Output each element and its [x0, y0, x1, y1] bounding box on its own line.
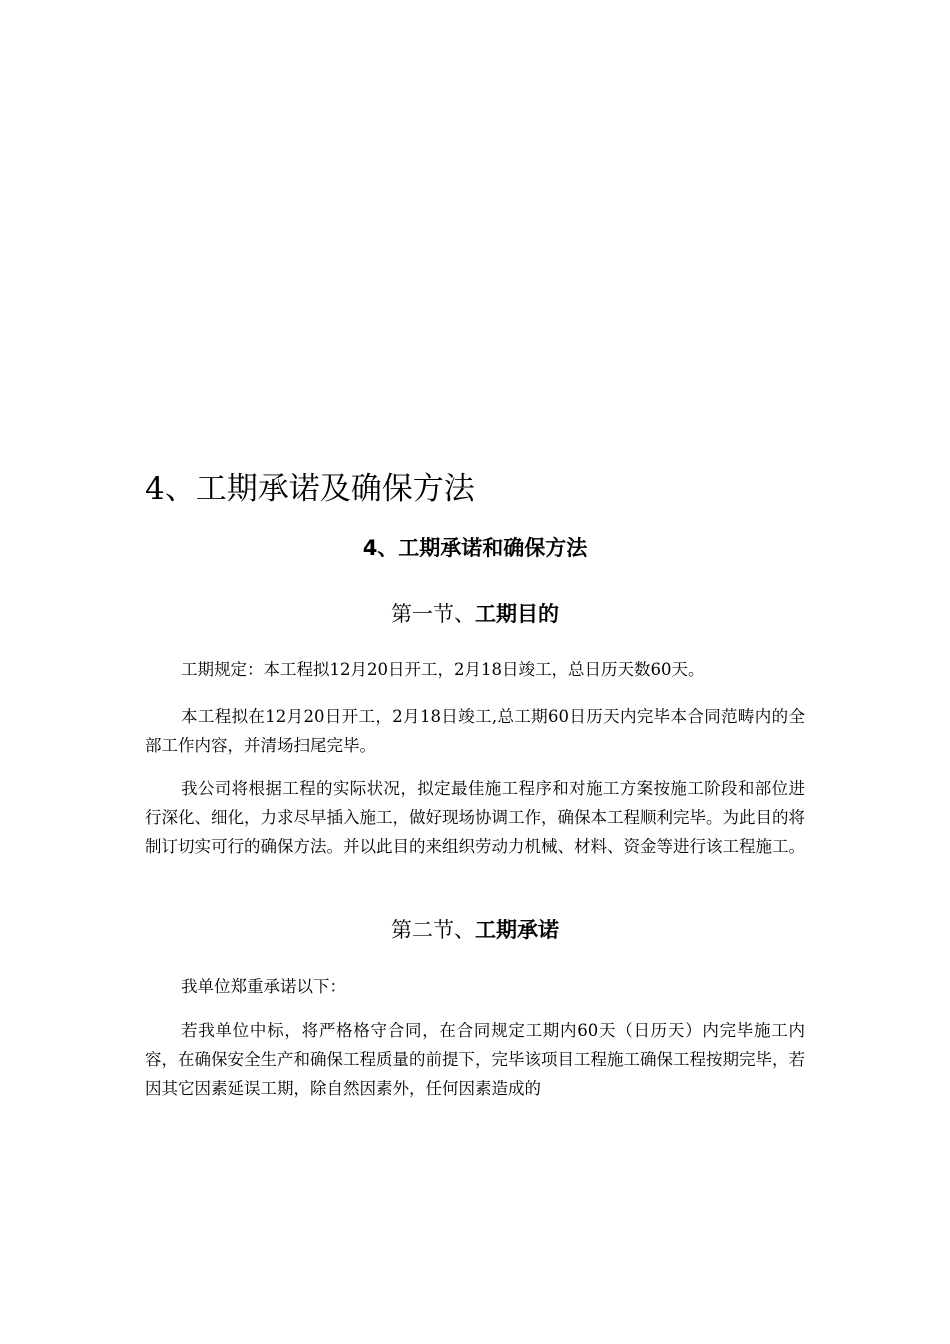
section-heading-2	[0, 914, 950, 946]
section-heading-prefix: 第二节、	[391, 918, 475, 942]
paragraph: 本工程拟在12月20日开工，2月18日竣工,总工期60日历天内完毕本合同范畴内的全部工作内容，并清场扫尾完毕。	[145, 707, 805, 755]
section-heading-text: 工期承诺	[475, 918, 559, 942]
section-heading-text: 工期目的	[475, 602, 559, 626]
document-title: 4、工期承诺及确保方法	[145, 471, 475, 507]
document-subtitle: 4、工期承诺和确保方法	[362, 536, 588, 560]
section-heading-prefix: 第一节、	[391, 602, 475, 626]
paragraph: 工期规定：本工程拟12月20日开工，2月18日竣工，总日历天数60天。	[181, 660, 705, 679]
paragraph: 若我单位中标，将严格格守合同，在合同规定工期内60天（日历天）内完毕施工内容，在确保安全生产和确保工程质量的前提下，完毕该项目工程施工确保工程按期完毕，若因其它因素延误工期，除自然因素外，任何因素造成的	[145, 1021, 805, 1098]
paragraph: 我公司将根据工程的实际状况，拟定最佳施工程序和对施工方案按施工阶段和部位进行深化、细化，力求尽早插入施工，做好现场协调工作，确保本工程顺利完毕。为此目的将制订切实可行的确保方法。并以此目的来组织劳动力机械、材料、资金等进行该工程施工。	[145, 779, 805, 856]
section-heading-1	[0, 598, 950, 630]
paragraph: 我单位郑重承诺以下：	[181, 977, 346, 996]
